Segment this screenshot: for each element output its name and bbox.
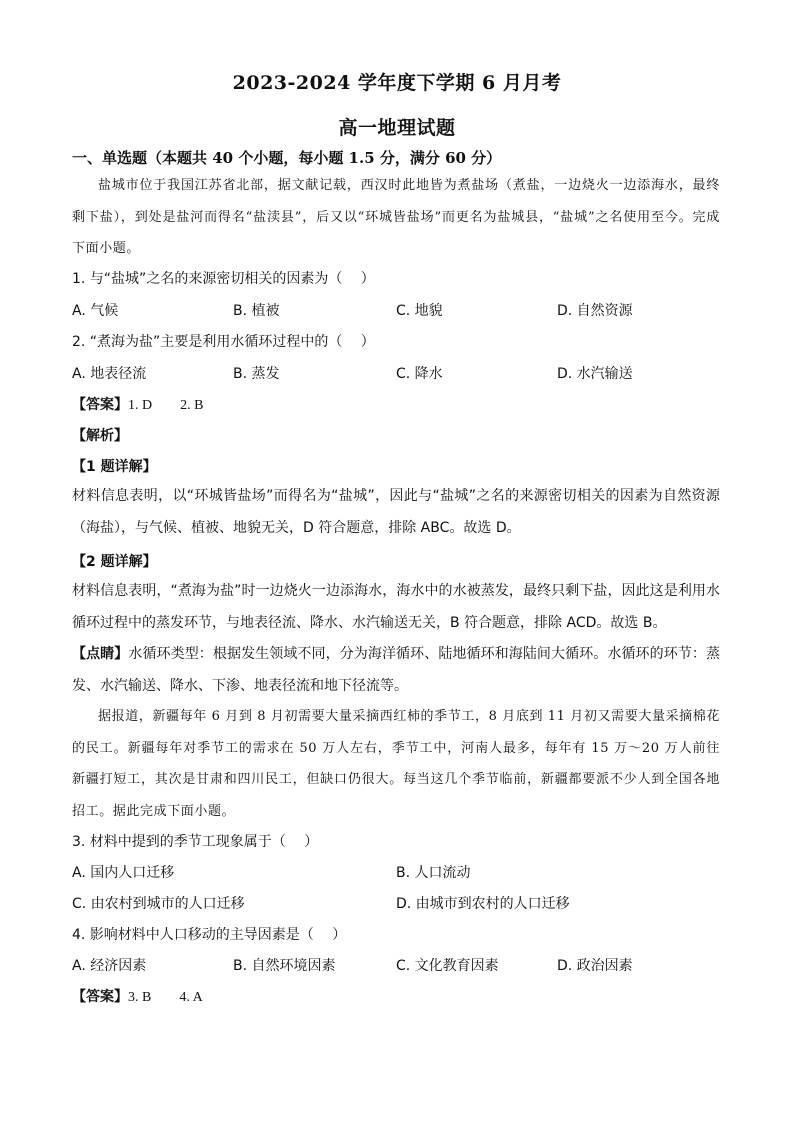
question-1-stem: 1. 与“盐城”之名的来源密切相关的因素为（ ） [72, 271, 375, 287]
question-1-option-d: D. 自然资源 [557, 303, 633, 319]
detail-2-text: 材料信息表明，“煮海为盐”时一边烧火一边添海水，海水中的水被蒸发，最终只剩下盐，因此这是利用水循环过程中的蒸发环节，与地表径流、降水、水汽输送无关，B 符合题意，排除 ACD。故选 B。 [72, 583, 720, 631]
question-2-option-d: D. 水汽输送 [557, 366, 633, 382]
question-3-option-c: C. 由农村到城市的人口迁移 [72, 896, 245, 912]
question-4-option-b: B. 自然环境因素 [233, 958, 336, 974]
answer-label: 【答案】 [72, 397, 128, 413]
tip-text: 水循环类型：根据发生领域不同，分为海洋循环、陆地循环和海陆间大循环。水循环的环节：蒸发、水汽输送、降水、下渗、地表径流和地下径流等。 [72, 646, 721, 694]
exam-title: 2023-2024 学年度下学期 6 月月考 [232, 72, 562, 94]
question-4-option-c: C. 文化教育因素 [396, 958, 499, 974]
question-2-option-c: C. 降水 [396, 366, 443, 382]
analysis-heading [72, 425, 128, 445]
answer-1-2 [72, 394, 203, 414]
passage-2: 据报道，新疆每年 6 月到 8 月初需要大量采摘西红柿的季节工，8 月底到 11 月初又需要大量采摘棉花的民工。新疆每年对季节工的需求在 50 万人左右，季节工中，河南人最多，每年有 15 万～20 万人前往新疆打短工，其次是甘肃和四川民工，但缺口仍很大。每当这几个季节临前，新疆都要派不少人到全国各地招工。据此完成下面小题。 [72, 709, 720, 819]
question-1-option-a: A. 气候 [72, 303, 119, 319]
question-3-option-b: B. 人口流动 [396, 865, 471, 881]
question-2-stem: 2. “煮海为盐”主要是利用水循环过程中的（ ） [72, 334, 375, 350]
question-4-option-a: A. 经济因素 [72, 958, 147, 974]
section-heading: 一、单选题（本题共 40 个小题，每小题 1.5 分，满分 60 分） [72, 149, 502, 167]
question-3-stem: 3. 材料中提到的季节工现象属于（ ） [72, 834, 319, 850]
answer-label: 【答案】 [72, 989, 128, 1005]
passage-1: 盐城市位于我国江苏省北部，据文献记载，西汉时此地皆为煮盐场（煮盐，一边烧火一边添海水，最终剩下盐），到处是盐河而得名“盐渎县”，后又以“环城皆盐场”而更名为盐城县，“盐城”之名使用至今。完成下面小题。 [72, 178, 720, 256]
detail-2-label: 【2 题详解】 [72, 554, 157, 570]
tip-label: 【点睛】 [72, 646, 129, 662]
detail-1-heading [72, 456, 157, 476]
detail-1-label: 【1 题详解】 [72, 459, 157, 475]
exam-subtitle: 高一地理试题 [338, 117, 456, 139]
question-3-option-d: D. 由城市到农村的人口迁移 [396, 896, 570, 912]
answer-value: 3. B 4. A [128, 990, 203, 1005]
answer-value: 1. D 2. B [128, 398, 204, 413]
tip-block [72, 639, 720, 702]
question-3-option-a: A. 国内人口迁移 [72, 865, 175, 881]
question-4-option-d: D. 政治因素 [557, 958, 633, 974]
analysis-label: 【解析】 [72, 428, 128, 444]
question-2-option-b: B. 蒸发 [233, 366, 280, 382]
detail-1-text: 材料信息表明，以“环城皆盐场”而得名为“盐城”，因此与“盐城”之名的来源密切相关的因素为自然资源（海盐），与气候、植被、地貌无关，D 符合题意，排除 ABC。故选 D。 [72, 488, 720, 536]
question-4-stem: 4. 影响材料中人口移动的主导因素是（ ） [72, 927, 347, 943]
question-1-option-c: C. 地貌 [396, 303, 443, 319]
answer-3-4 [72, 986, 203, 1006]
detail-2-heading [72, 551, 157, 571]
question-1-option-b: B. 植被 [233, 303, 280, 319]
question-2-option-a: A. 地表径流 [72, 366, 147, 382]
